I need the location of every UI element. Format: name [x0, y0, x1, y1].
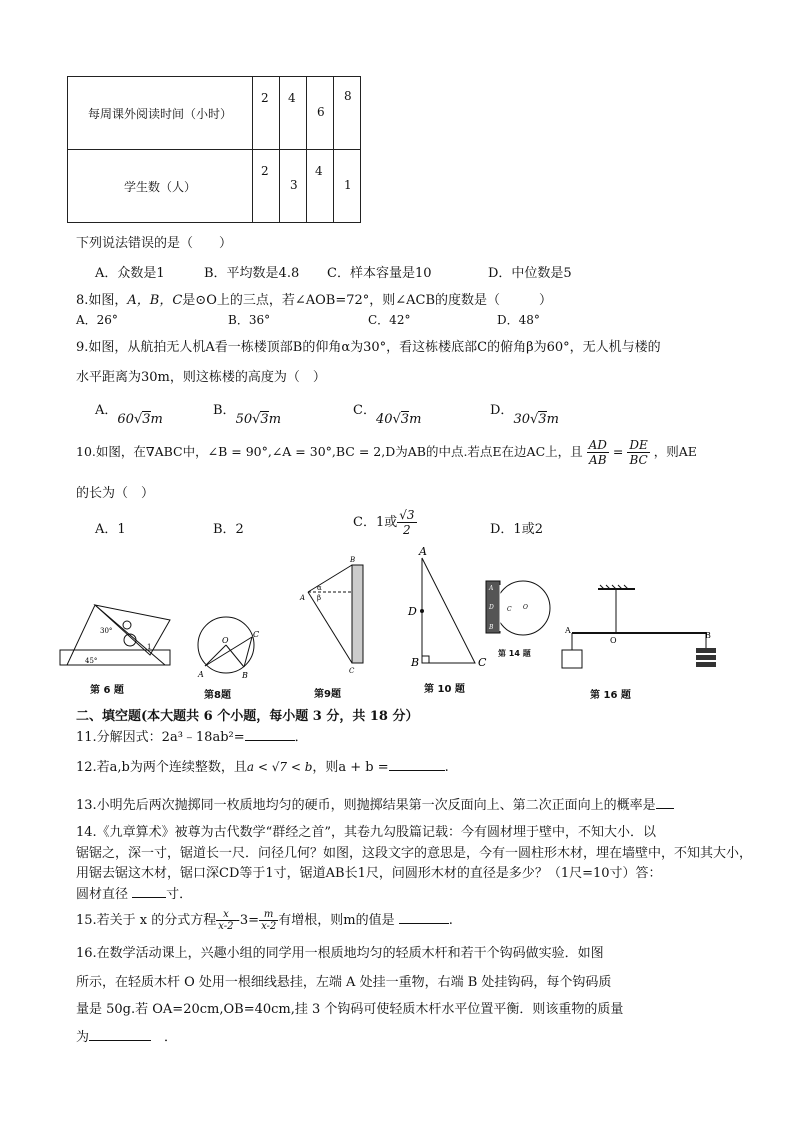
point-label: A — [565, 626, 571, 635]
table-cell: 4 — [288, 91, 296, 105]
point-label: B — [350, 556, 356, 564]
fraction: $\frac{AD}{AB}$ — [588, 438, 607, 467]
figure-8 — [197, 617, 259, 680]
q16-line3: 量是 50g.若 OA=20cm,OB=40cm,挂 3 个钩码可使轻质木杆水平位置平衡．则该重物的质量 — [76, 1002, 624, 1017]
building-shape — [352, 565, 363, 663]
figure-10 — [407, 545, 487, 669]
figure-6 — [60, 605, 170, 665]
point-label: A — [300, 594, 306, 602]
point-label: C — [507, 606, 512, 613]
q14-line4: 圆材直径 寸． — [76, 887, 193, 902]
fraction: $\frac{DE}{BC}$ — [629, 438, 648, 467]
q13-stem: 13.小明先后两次抛掷同一枚质地均匀的硬币，则抛掷结果第一次反面向上、第二次正面向上的概率是 — [76, 794, 674, 813]
q16-line4: 为 ． — [76, 1030, 178, 1045]
table-cell: 8 — [344, 89, 352, 103]
figure-14-caption: 第 14 题 — [498, 649, 531, 658]
q14-line3: 用锯去锯这木材，锯口深CD等于1寸，锯道AB长1尺，问圆形木材的直径是多少？（1尺=10寸）答： — [76, 866, 662, 881]
angle-label: 45° — [85, 657, 98, 665]
q8-option-a: A．26° — [76, 313, 118, 327]
triangle-shape — [422, 558, 475, 663]
point-label: O — [222, 636, 229, 645]
table-cell: 6 — [317, 105, 325, 119]
angle-label: β — [317, 594, 322, 602]
figure-14 — [486, 581, 550, 635]
q16-line1: 16.在数学活动课上，兴趣小组的同学用一根质地均匀的轻质木杆和若干个钩码做实验．如图 — [76, 946, 604, 961]
q8-option-c: C．42° — [368, 313, 411, 327]
q9-option-a: A．60√3m — [95, 403, 163, 427]
q7-stem: 下列说法错误的是（ ） — [76, 236, 233, 251]
q10-line2: 的长为（ ） — [76, 486, 155, 501]
q7-option-a: A．众数是1 — [95, 266, 165, 281]
q12-stem: 12.若a,b为两个连续整数，且a < √7 < b，则a + b = . — [76, 760, 449, 775]
point-label: B — [242, 671, 248, 680]
table-cell: 2 — [261, 91, 269, 105]
triangle-shape — [67, 605, 165, 665]
table-row — [68, 150, 361, 223]
q9-option-d: D．30√3m — [490, 403, 559, 427]
q9-option-c: C．40√3m — [353, 403, 422, 427]
figure-9-caption: 第9题 — [314, 689, 341, 700]
figure-9 — [299, 556, 363, 675]
q15-stem: 15.若关于 x 的分式方程 $\frac{x}{x-2}$ -3= $\frac{m}{x-2}$ 有增根，则m的值是 . — [76, 909, 453, 932]
q9-option-b: B．50√3m — [213, 403, 282, 427]
table-row-label: 学生数（人） — [68, 150, 253, 223]
point-label: C — [349, 667, 355, 675]
table-row-label: 每周课外阅读时间（小时） — [68, 77, 253, 150]
section-heading: 二、填空题(本大题共 6 个小题，每小题 3 分，共 18 分） — [76, 709, 419, 724]
angle-label: 30° — [100, 627, 113, 635]
figure-6-caption: 第 6 题 — [90, 685, 124, 696]
q10-option-c: C．1或 $\frac{√3}{2}$ — [353, 508, 415, 537]
q7-option-b: B．平均数是4.8 — [204, 266, 300, 281]
point-label: B — [411, 656, 420, 669]
angle-label: α — [317, 584, 322, 592]
figures-strip — [55, 545, 745, 705]
q9-line1: 9.如图，从航拍无人机A看一栋楼顶部B的仰角α为30°，看这栋楼底部C的俯角β为60°，无人机与楼的 — [76, 340, 661, 355]
q10-option-a: A．1 — [95, 522, 126, 537]
point-label: O — [610, 636, 617, 645]
weight-shape — [562, 650, 582, 668]
q10-option-d: D．1或2 — [490, 522, 543, 537]
ruler-shape — [60, 650, 170, 665]
angle-label: 1 — [147, 643, 152, 651]
point-label: B — [705, 631, 711, 640]
q14-line2: 锯锯之，深一寸，锯道长一尺．问径几何？如图，这段文字的意思是，今有一圆柱形木材，埋在墙壁中，不知其大小， — [76, 846, 753, 861]
circle-shape — [123, 621, 131, 629]
figure-16 — [562, 585, 716, 668]
q11-stem: 11.分解因式：2a³﹣18ab²= ． — [76, 730, 308, 745]
point-label: D — [489, 604, 494, 611]
q8-stem: 8.如图，A，B，C是⊙O上的三点，若∠AOB=72°，则∠ACB的度数是（ ） — [76, 293, 553, 308]
table-row — [68, 77, 361, 150]
point-label: B — [489, 624, 494, 631]
point-label: D — [408, 605, 417, 618]
table-cell: 2 — [261, 164, 269, 178]
table-cell: 4 — [315, 164, 323, 178]
figure-8-caption: 第8题 — [204, 690, 231, 701]
point-label: C — [478, 656, 487, 669]
figure-16-caption: 第 16 题 — [590, 690, 631, 701]
point-label: C — [253, 630, 260, 639]
q7-option-c: C．样本容量是10 — [327, 266, 432, 281]
q7-option-d: D．中位数是5 — [488, 266, 572, 281]
point-label: O — [523, 604, 528, 611]
q8-option-d: D．48° — [497, 313, 540, 327]
figure-10-caption: 第 10 题 — [424, 684, 465, 695]
q9-line2: 水平距离为30m，则这栋楼的高度为（ ） — [76, 370, 326, 385]
q16-line2: 所示，在轻质木杆 O 处用一根细线悬挂，左端 A 处挂一重物，右端 B 处挂钩码，每个钩码质 — [76, 975, 612, 990]
q10-stem: 10.如图，在∇ABC中，∠B = 90°,∠A = 30°,BC = 2,D为AB的中点.若点E在边AC上，且 $\frac{AD}{AB}$ = $\frac{DE}{BC}$ ，则AE — [76, 438, 697, 467]
point-label: A — [419, 545, 427, 558]
q14-line1: 14.《九章算术》被尊为古代数学“群经之首”，其卷九勾股篇记载：今有圆材埋于壁中，不知大小．以 — [76, 825, 656, 840]
table-cell: 3 — [290, 178, 298, 192]
reading-time-table — [67, 76, 361, 223]
table-cell: 1 — [344, 178, 352, 192]
q10-option-b: B．2 — [213, 522, 244, 537]
q8-option-b: B．36° — [228, 313, 271, 327]
point-label: A — [198, 670, 204, 679]
point-label: A — [489, 585, 494, 592]
